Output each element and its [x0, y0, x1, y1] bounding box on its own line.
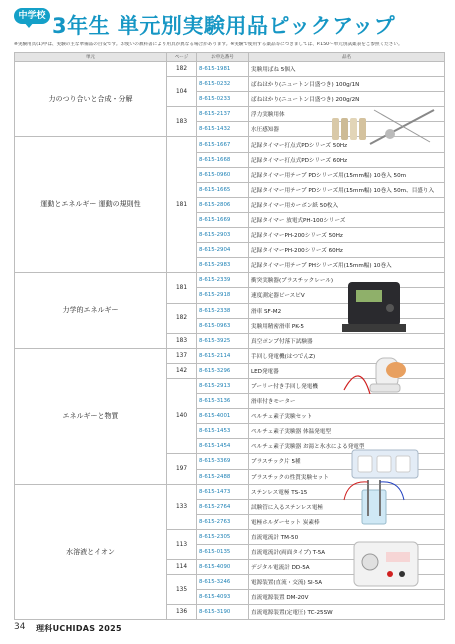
product-name-cell: 記録タイマー用テープ PDシリーズ用(15mm幅) 10巻入 50m — [249, 167, 445, 182]
order-code-cell: 8-615-0233 — [197, 92, 249, 107]
brand-logo-text: 理科UCHIDAS 2025 — [36, 624, 122, 633]
product-name-cell: プラスチックの性質実験セット — [249, 469, 445, 484]
velocity-meter-illustration — [342, 278, 406, 336]
order-code-cell: 8-615-3925 — [197, 333, 249, 348]
header-name: 品名 — [249, 53, 445, 62]
order-code-cell: 8-615-3190 — [197, 605, 249, 620]
order-code-cell: 8-615-1668 — [197, 152, 249, 167]
order-code-cell: 8-615-0135 — [197, 545, 249, 560]
page-title: 3年生 単元別実験用品ピックアップ — [52, 14, 396, 38]
order-code-cell: 8-615-2983 — [197, 258, 249, 273]
product-name-cell: 記録タイマー用テープ PHシリーズ用(15mm幅) 10巻入 — [249, 258, 445, 273]
order-code-cell: 8-615-1667 — [197, 137, 249, 152]
order-code-cell: 8-615-2918 — [197, 288, 249, 303]
header-unit: 単元 — [15, 53, 167, 62]
order-code-cell: 8-615-1473 — [197, 484, 249, 499]
table-row — [15, 62, 445, 77]
header-code: お申込番号 — [197, 53, 249, 62]
page-cell: 135 — [167, 575, 197, 605]
order-code-cell: 8-615-4093 — [197, 590, 249, 605]
order-code-cell: 8-615-2763 — [197, 514, 249, 529]
product-name-cell: ばねはかり(ニュートン目盛つき) 100g/1N — [249, 77, 445, 92]
order-code-cell: 8-615-1981 — [197, 62, 249, 77]
page-cell: 197 — [167, 454, 197, 484]
product-name-cell: ペルチェ素子実験器 お湯と氷水による発電型 — [249, 439, 445, 454]
order-code-cell: 8-615-3136 — [197, 394, 249, 409]
product-name-cell: 電極ホルダーセット 炭素棒 — [249, 514, 445, 529]
product-name-cell: 記録タイマー打点式PDシリーズ 50Hz — [249, 137, 445, 152]
product-name-cell: プーリー付き手回し発電機 — [249, 378, 445, 393]
product-name-cell: 直流電源装置 DM-20V — [249, 590, 445, 605]
category-cell: 力のつり合いと合成・分解 — [15, 62, 167, 137]
order-code-cell: 8-615-1665 — [197, 182, 249, 197]
product-name-cell: LED発電器 — [249, 363, 445, 378]
page-number: 34 — [14, 622, 26, 632]
spring-scale-illustration — [330, 104, 438, 150]
product-name-cell: ペルチェ素子実験器 体温発電型 — [249, 424, 445, 439]
order-code-cell: 8-615-2913 — [197, 378, 249, 393]
category-cell: 運動とエネルギー 運動の規則性 — [15, 137, 167, 273]
plastic-samples-illustration — [350, 446, 420, 482]
product-name-cell: 滑車付きモーター — [249, 394, 445, 409]
page-cell: 140 — [167, 378, 197, 453]
page-cell: 137 — [167, 348, 197, 363]
category-cell: 水溶液とイオン — [15, 484, 167, 620]
order-code-cell: 8-615-3246 — [197, 575, 249, 590]
page-cell: 136 — [167, 605, 197, 620]
order-code-cell: 8-615-0960 — [197, 167, 249, 182]
page-cell: 113 — [167, 529, 197, 559]
page-cell: 183 — [167, 107, 197, 137]
order-code-cell: 8-615-4090 — [197, 560, 249, 575]
product-name-cell: 記録タイマー用テープ PDシリーズ用(15mm幅) 10巻入 50m、目盛り入 — [249, 182, 445, 197]
category-cell: エネルギーと物質 — [15, 348, 167, 484]
electrode-illustration — [338, 480, 410, 528]
product-name-cell: 真空ポンプ付落下試験器 — [249, 333, 445, 348]
order-code-cell: 8-615-0963 — [197, 318, 249, 333]
product-name-cell: 電源装置(直流・交流) SI-5A — [249, 575, 445, 590]
product-name-cell: プラスチック片 5種 — [249, 454, 445, 469]
badge-tail — [24, 22, 34, 28]
generator-illustration — [340, 350, 412, 412]
page-header — [14, 6, 444, 36]
page-cell: 142 — [167, 363, 197, 378]
category-cell: 力学的エネルギー — [15, 273, 167, 348]
page-cell: 114 — [167, 560, 197, 575]
product-name-cell: 実験用精密滑車 PK-5 — [249, 318, 445, 333]
product-name-cell: 実験用ばね 5個入 — [249, 62, 445, 77]
header-page: ページ — [167, 53, 197, 62]
order-code-cell: 8-615-2114 — [197, 348, 249, 363]
product-name-cell: 滑車 SF-M2 — [249, 303, 445, 318]
product-name-cell: ペルチェ素子実験セット — [249, 409, 445, 424]
product-name-cell: 衝突実験器(プラスチックレール) — [249, 273, 445, 288]
product-name-cell: デジタル電流計 DD-5A — [249, 560, 445, 575]
product-name-cell: 水圧感知器 — [249, 122, 445, 137]
order-code-cell: 8-615-3369 — [197, 454, 249, 469]
product-name-cell: 速度測定器ビースピV — [249, 288, 445, 303]
product-name-cell: 記録タイマー用カーボン紙 50枚入 — [249, 197, 445, 212]
order-code-cell: 8-615-1453 — [197, 424, 249, 439]
page-cell: 133 — [167, 484, 197, 529]
product-name-cell: ステンレス電極 TS-15 — [249, 484, 445, 499]
power-supply-illustration — [350, 534, 422, 590]
order-code-cell: 8-615-1454 — [197, 439, 249, 454]
school-level-badge: 中学校 — [14, 8, 50, 24]
order-code-cell: 8-615-2338 — [197, 303, 249, 318]
product-name-cell: 記録タイマーPH-200シリーズ 50Hz — [249, 228, 445, 243]
order-code-cell: 8-615-2904 — [197, 243, 249, 258]
table-header-row — [15, 53, 445, 62]
page-cell: 104 — [167, 77, 197, 107]
order-code-cell: 8-615-2339 — [197, 273, 249, 288]
order-code-cell: 8-615-2305 — [197, 529, 249, 544]
order-code-cell: 8-615-2137 — [197, 107, 249, 122]
product-name-cell: 直流電源装置(定電圧) TC-25SW — [249, 605, 445, 620]
product-name-cell: 直流電流計(両面タイプ) T-5A — [249, 545, 445, 560]
page-cell: 183 — [167, 333, 197, 348]
product-name-cell: ばねはかり(ニュートン目盛つき) 200g/2N — [249, 92, 445, 107]
page-cell: 182 — [167, 303, 197, 333]
order-code-cell: 8-615-4001 — [197, 409, 249, 424]
page-cell: 181 — [167, 137, 197, 273]
order-code-cell: 8-615-2903 — [197, 228, 249, 243]
product-name-cell: 浮力実験用体 — [249, 107, 445, 122]
order-code-cell: 8-615-0232 — [197, 77, 249, 92]
product-name-cell: 記録タイマー打点式PDシリーズ 60Hz — [249, 152, 445, 167]
product-name-cell: 手回し発電機(はつでんZ) — [249, 348, 445, 363]
page-note: ※実験用具(1)中は、実験の主な準備品の目安です。お使いの教科書により用具が異なる場合があります。※実験で使用する薬品等につきましては、P.150～単元別試薬表をご参照ください。 — [14, 42, 403, 47]
page-cell: 181 — [167, 273, 197, 303]
order-code-cell: 8-615-1669 — [197, 212, 249, 227]
order-code-cell: 8-615-2488 — [197, 469, 249, 484]
page-footer — [14, 622, 444, 636]
order-code-cell: 8-615-1432 — [197, 122, 249, 137]
product-name-cell: 試験管に入るステンレス電極 — [249, 499, 445, 514]
product-name-cell: 記録タイマー 放電式PH-100シリーズ — [249, 212, 445, 227]
order-code-cell: 8-615-2806 — [197, 197, 249, 212]
page-cell: 182 — [167, 62, 197, 77]
order-code-cell: 8-615-2764 — [197, 499, 249, 514]
product-name-cell: 直流電流計 TM-50 — [249, 529, 445, 544]
product-name-cell: 記録タイマーPH-200シリーズ 60Hz — [249, 243, 445, 258]
order-code-cell: 8-615-3296 — [197, 363, 249, 378]
